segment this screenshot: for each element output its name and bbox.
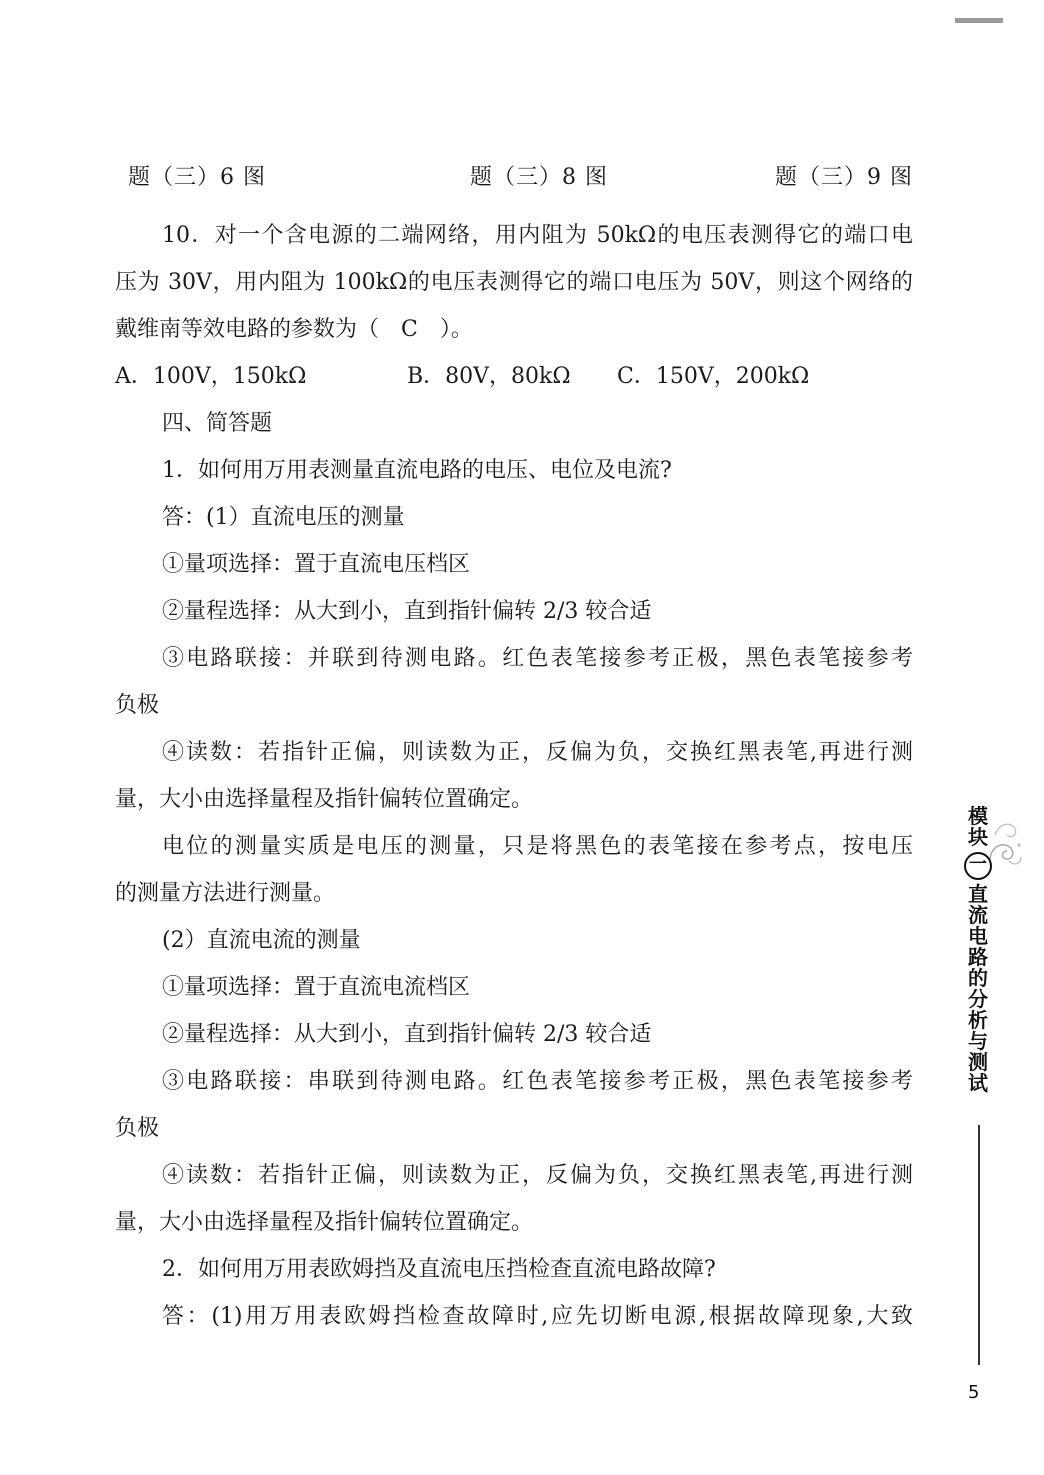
voltage-step-3a: ③电路联接：并联到待测电路。红色表笔接参考正极，黑色表笔接参考	[162, 646, 913, 671]
current-step-3a: ③电路联接：串联到待测电路。红色表笔接参考正极，黑色表笔接参考	[162, 1069, 913, 1094]
voltage-step-2: ②量程选择：从大到小，直到指针偏转 2/3 较合适	[162, 599, 652, 624]
module-char: 的	[968, 966, 988, 990]
q10-line-1: 10．对一个含电源的二端网络，用内阻为 50kΩ的电压表测得它的端口电	[162, 223, 913, 248]
q10-options	[115, 353, 913, 400]
q2-question: 2．如何用万用表欧姆挡及直流电压挡检查直流电路故障?	[162, 1257, 716, 1282]
module-char: 析	[968, 1008, 988, 1032]
option-b: B．80V，80kΩ	[407, 364, 571, 389]
q10-line-3: 戴维南等效电路的参数为（ C ）。	[115, 317, 473, 342]
current-step-2: ②量程选择：从大到小，直到指针偏转 2/3 较合适	[162, 1022, 652, 1047]
module-char: 分	[968, 987, 988, 1011]
figure-caption-8: 题（三）8 图	[470, 165, 608, 190]
module-char: 与	[968, 1029, 988, 1053]
section-heading: 四、简答题	[162, 411, 273, 436]
voltage-step-4b: 量，大小由选择量程及指针偏转位置确定。	[115, 787, 534, 812]
figure-caption-9: 题（三）9 图	[775, 165, 913, 190]
q2-answer-line: 答：(1)用万用表欧姆挡检查故障时,应先切断电源,根据故障现象,大致	[162, 1304, 913, 1329]
voltage-step-3b: 负极	[115, 693, 160, 718]
voltage-step-1: ①量项选择：置于直流电压档区	[162, 552, 471, 577]
module-char: 电	[968, 924, 988, 948]
module-char: 流	[968, 903, 988, 927]
figure-caption-6: 题（三）6 图	[128, 165, 266, 190]
module-char: 测	[968, 1050, 988, 1074]
current-step-4b: 量，大小由选择量程及指针偏转位置确定。	[115, 1210, 534, 1235]
page-body	[115, 212, 913, 1340]
module-title-vertical	[963, 806, 993, 1094]
q1-question: 1．如何用万用表测量直流电路的电压、电位及电流?	[162, 458, 672, 483]
option-a: A．100V，150kΩ	[115, 364, 307, 389]
sidebar-divider-line	[978, 1125, 980, 1365]
current-heading: (2）直流电流的测量	[162, 928, 361, 953]
option-c: C．150V，200kΩ	[617, 364, 810, 389]
potential-note-b: 的测量方法进行测量。	[115, 881, 336, 906]
module-char: 路	[968, 945, 988, 969]
current-step-1: ①量项选择：置于直流电流档区	[162, 975, 471, 1000]
q10-line-2: 压为 30V，用内阻为 100kΩ的电压表测得它的端口电压为 50V，则这个网络的	[115, 270, 913, 295]
q1-answer-intro: 答：(1）直流电压的测量	[162, 505, 405, 530]
voltage-step-4a: ④读数：若指针正偏，则读数为正，反偏为负，交换红黑表笔,再进行测	[162, 740, 913, 765]
module-char: 直	[968, 882, 988, 906]
current-step-3b: 负极	[115, 1116, 160, 1141]
module-number-circle: 一	[964, 852, 992, 880]
top-edge-bar	[955, 18, 1003, 23]
module-char: 块	[968, 825, 988, 849]
module-char: 模	[968, 804, 988, 828]
current-step-4a: ④读数：若指针正偏，则读数为正，反偏为负，交换红黑表笔,再进行测	[162, 1163, 913, 1188]
module-char: 试	[968, 1071, 988, 1095]
page-number: 5	[968, 1382, 980, 1403]
potential-note-a: 电位的测量实质是电压的测量，只是将黑色的表笔接在参考点，按电压	[162, 834, 913, 859]
